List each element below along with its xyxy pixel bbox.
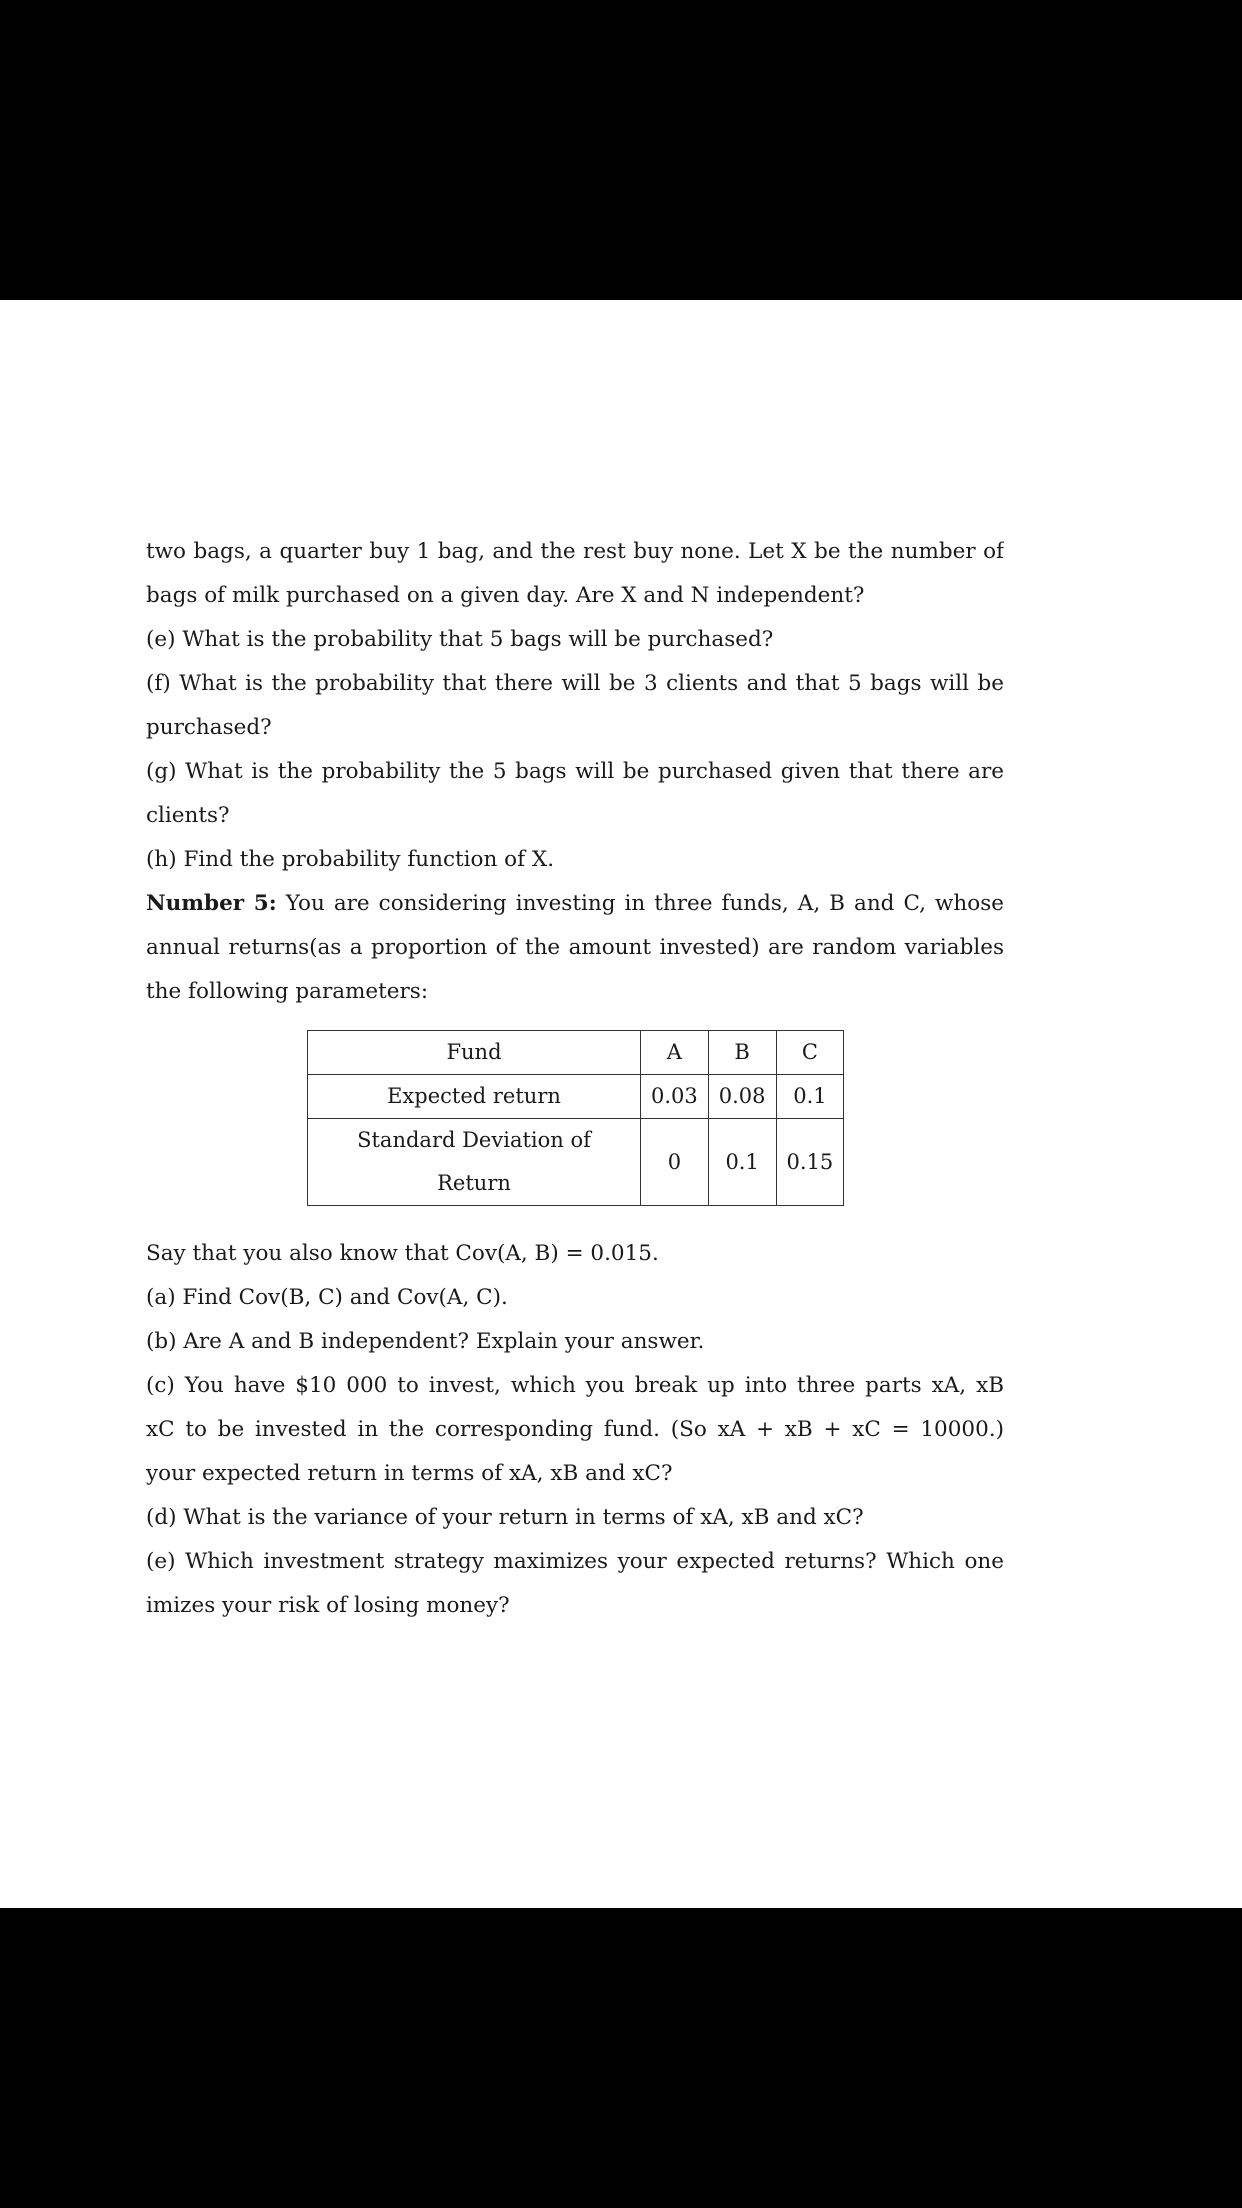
table-cell: 0.15 (776, 1119, 844, 1206)
table-cell: 0 (641, 1119, 709, 1206)
number5-intro-line-1 (146, 882, 1004, 926)
table-header-b: B (708, 1031, 776, 1075)
funds-table-wrapper (307, 1030, 1004, 1206)
table-cell: Expected return (308, 1075, 641, 1119)
part-e-line-1: (e) Which investment strategy maximizes your expected returns? Which one (146, 1549, 1004, 1574)
part-d: (d) What is the variance of your return in terms of xA, xB and xC? (146, 1505, 864, 1530)
number5-intro-line-2: annual returns(as a proportion of the amount invested) are random variables (146, 935, 1004, 960)
cov-known-statement: Say that you also know that Cov(A, B) = 0.015. (146, 1241, 659, 1266)
table-cell: 0.1 (776, 1075, 844, 1119)
document-content (146, 530, 1004, 1628)
prev-paragraph-line-1: two bags, a quarter buy 1 bag, and the rest buy none. Let X be the number of (146, 539, 1004, 564)
document-page (0, 300, 1242, 1908)
number5-intro-text: You are considering investing in three funds, A, B and C, whose (285, 891, 1004, 916)
part-a: (a) Find Cov(B, C) and Cov(A, C). (146, 1285, 508, 1310)
question-f-line-1: (f) What is the probability that there will be 3 clients and that 5 bags will be (146, 671, 1004, 696)
part-e-line-2: imizes your risk of losing money? (146, 1593, 510, 1618)
number5-intro-line-3: the following parameters: (146, 979, 429, 1004)
table-cell: Standard Deviation of Return (308, 1119, 641, 1206)
table-cell: 0.08 (708, 1075, 776, 1119)
part-c-line-2: xC to be invested in the corresponding fund. (So xA + xB + xC = 10000.) (146, 1417, 1004, 1442)
part-c-line-1: (c) You have $10 000 to invest, which you break up into three parts xA, xB (146, 1373, 1004, 1398)
table-header-a: A (641, 1031, 709, 1075)
table-header-row (308, 1031, 844, 1075)
part-c-line-3: your expected return in terms of xA, xB and xC? (146, 1461, 673, 1486)
table-cell: 0.03 (641, 1075, 709, 1119)
prev-paragraph-line-2: bags of milk purchased on a given day. Are X and N independent? (146, 583, 865, 608)
number5-heading: Number 5: (146, 891, 277, 916)
question-h-prev: (h) Find the probability function of X. (146, 847, 555, 872)
question-g-line-2: clients? (146, 803, 230, 828)
question-g-line-1: (g) What is the probability the 5 bags will be purchased given that there are (146, 759, 1004, 784)
table-header-fund: Fund (308, 1031, 641, 1075)
funds-table (307, 1030, 844, 1206)
question-e-prev: (e) What is the probability that 5 bags will be purchased? (146, 627, 774, 652)
table-row (308, 1075, 844, 1119)
table-row (308, 1119, 844, 1206)
question-f-line-2: purchased? (146, 715, 272, 740)
part-b: (b) Are A and B independent? Explain your answer. (146, 1329, 705, 1354)
table-header-c: C (776, 1031, 844, 1075)
table-cell: 0.1 (708, 1119, 776, 1206)
